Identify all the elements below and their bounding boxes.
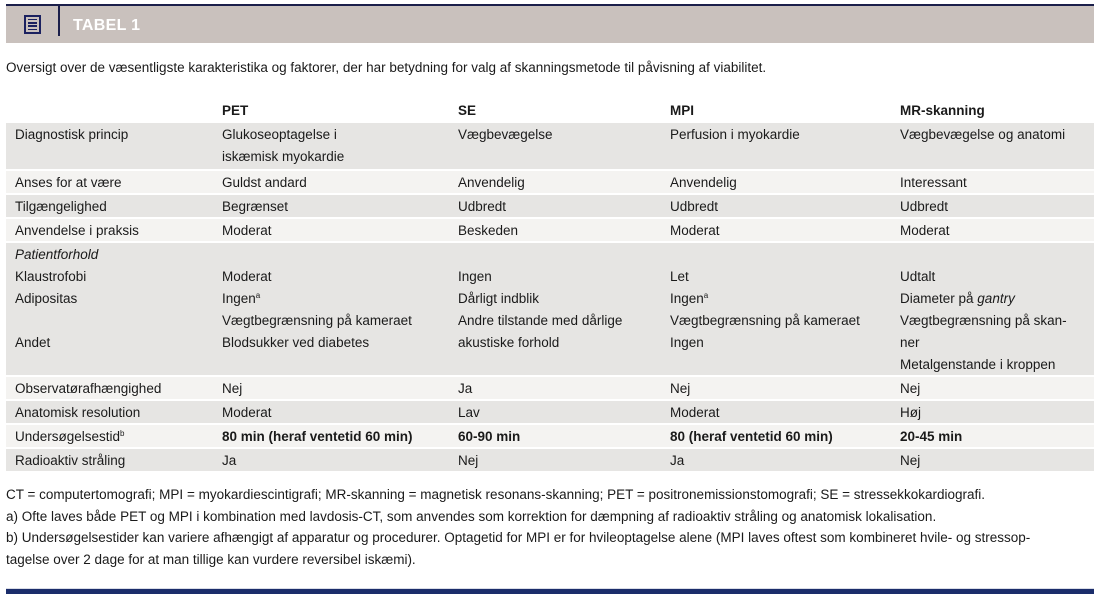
bottom-rule (6, 588, 1094, 594)
cell-pet: Ja (222, 453, 237, 468)
footnote-marker-a: a (703, 291, 709, 300)
row-label-text: Undersøgelsestid (15, 429, 121, 444)
cell-text: Ingen (670, 291, 704, 306)
cell-pet: Nej (222, 381, 243, 396)
table-row-radioaktiv (6, 449, 1094, 471)
cell-se: Lav (458, 405, 480, 420)
cell-line: iskæmisk myokardie (222, 149, 345, 164)
column-header-pet: PET (222, 103, 249, 118)
cell-pet-klaustrofobi: Moderat (222, 269, 272, 284)
cell-mpi: Perfusion i myokardie (670, 127, 800, 142)
column-header-mr: MR-skanning (900, 103, 985, 118)
footnote-abbreviations: CT = computertomografi; MPI = myokardiescintigrafi; MR-skanning = magnetisk resonans-skanning; PET = positronemissionstomografi; SE = stressekkokardiografi. (6, 487, 986, 502)
table-title: TABEL 1 (73, 17, 141, 34)
cell-se: 60-90 min (458, 429, 521, 444)
patient-mr (891, 244, 1094, 375)
row-label-andet: Andet (15, 335, 51, 350)
column-header-empty (6, 99, 213, 123)
cell-mr: Nej (900, 381, 921, 396)
cell-pet (213, 124, 449, 169)
cell-text-italic: gantry (977, 291, 1015, 306)
cell-mpi: Moderat (670, 405, 720, 420)
cell-se: Beskeden (458, 223, 519, 238)
table-row-undersogelsestid (6, 425, 1094, 447)
cell-mr: Udbredt (900, 199, 949, 214)
row-label: Observatørafhængighed (15, 381, 162, 396)
cell-text: Diameter på (900, 291, 978, 306)
cell-mpi: 80 (heraf ventetid 60 min) (670, 429, 833, 444)
patientforhold-heading: Patientforhold (15, 247, 99, 262)
table-document-icon (24, 15, 41, 34)
cell-pet-extra: Vægtbegrænsning på kameraet (222, 313, 412, 328)
cell-mr: Moderat (900, 223, 950, 238)
cell-mpi-extra: Vægtbegrænsning på kameraet (670, 313, 860, 328)
cell-mpi-andet: Ingen (670, 335, 704, 350)
column-header-se: SE (458, 103, 477, 118)
cell-pet-adipositas (222, 288, 449, 310)
table-row-anvendelse (6, 219, 1094, 241)
footnote-marker-b: b (120, 429, 125, 438)
row-label: Radioaktiv stråling (15, 453, 126, 468)
cell-se: Nej (458, 453, 479, 468)
cell-mr: Vægbevægelse og anatomi (900, 127, 1066, 142)
cell-mpi-adipositas (670, 288, 891, 310)
cell-se: Udbredt (458, 199, 507, 214)
title-separator (58, 6, 60, 36)
table-row-tilgaengelighed (6, 195, 1094, 217)
cell-se: Ja (458, 381, 473, 396)
cell-mpi: Anvendelig (670, 175, 737, 190)
patient-se (449, 244, 661, 375)
row-label (6, 426, 213, 447)
cell-mr-klaustrofobi: Udtalt (900, 269, 936, 284)
cell-line: Glukoseoptagelse i (222, 127, 337, 142)
cell-mpi: Nej (670, 381, 691, 396)
table-header-row (6, 99, 1094, 123)
patient-mpi (661, 244, 891, 375)
cell-se: Anvendelig (458, 175, 525, 190)
spacer (15, 310, 213, 332)
row-label-klaustrofobi: Klaustrofobi (15, 269, 87, 284)
row-label: Tilgængelighed (15, 199, 107, 214)
column-header-mpi: MPI (670, 103, 695, 118)
cell-se: Vægbevægelse (458, 127, 553, 142)
cell-pet: 80 min (heraf ventetid 60 min) (222, 429, 413, 444)
table-row-anatomisk (6, 401, 1094, 423)
table-title-bar (6, 6, 1094, 43)
cell-mpi: Moderat (670, 223, 720, 238)
comparison-table (6, 99, 1094, 471)
cell-mpi-klaustrofobi: Let (670, 269, 689, 284)
row-label: Diagnostisk princip (15, 127, 129, 142)
row-label: Anses for at være (15, 175, 122, 190)
cell-mr-last: Metalgenstande i kroppen (900, 357, 1056, 372)
patient-labels (6, 244, 213, 375)
cell-pet: Moderat (222, 405, 272, 420)
cell-se-klaustrofobi: Ingen (458, 269, 492, 284)
footnote-marker-a: a (255, 291, 261, 300)
cell-pet-andet: Blodsukker ved diabetes (222, 335, 370, 350)
cell-mr: Nej (900, 453, 921, 468)
cell-mr-andet: ner (900, 335, 920, 350)
cell-mr-extra: Vægtbegrænsning på skan- (900, 313, 1067, 328)
row-label: Anvendelse i praksis (15, 223, 139, 238)
table-caption: Oversigt over de væsentligste karakteristika og faktorer, der har betydning for valg af skanningsmetode til påvisning af viabilitet. (6, 60, 767, 75)
cell-pet: Moderat (222, 223, 272, 238)
footnote-b-line1: b) Undersøgelsestider kan variere afhængigt af apparatur og procedurer. Optagetid for MPI er for hvileoptagelse alene (MPI laves oftest som kombineret hvile- og stressop- (6, 530, 1031, 545)
table-row-anses (6, 171, 1094, 193)
footnote-b-line2: tagelse over 2 dage for at man tillige kan vurdere reversibel iskæmi). (6, 551, 416, 567)
patient-pet (213, 244, 449, 375)
cell-mr: Interessant (900, 175, 967, 190)
cell-text: Ingen (222, 291, 256, 306)
cell-se-adipositas: Dårligt indblik (458, 291, 540, 306)
icon-container (6, 6, 58, 43)
cell-mpi: Udbredt (670, 199, 719, 214)
table-row-diagnostisk (6, 123, 1094, 169)
row-label: Anatomisk resolution (15, 405, 141, 420)
cell-se-andet: akustiske forhold (458, 335, 560, 350)
cell-se-extra: Andre tilstande med dårlige (458, 313, 623, 328)
cell-mr: 20-45 min (900, 429, 963, 444)
cell-mr: Høj (900, 405, 921, 420)
cell-mr-adipositas (900, 288, 1094, 310)
cell-pet: Guldst andard (222, 175, 307, 190)
table-footnotes (6, 484, 1094, 570)
footnote-a: a) Ofte laves både PET og MPI i kombination med lavdosis-CT, som anvendes som korrektion for dæmpning af radioaktiv stråling og anatomisk lokalisation. (6, 508, 937, 524)
table-row-observator (6, 377, 1094, 399)
row-label-adipositas: Adipositas (15, 291, 78, 306)
cell-pet: Begrænset (222, 199, 289, 214)
cell-mpi: Ja (670, 453, 685, 468)
table-row-patientforhold (6, 243, 1094, 375)
